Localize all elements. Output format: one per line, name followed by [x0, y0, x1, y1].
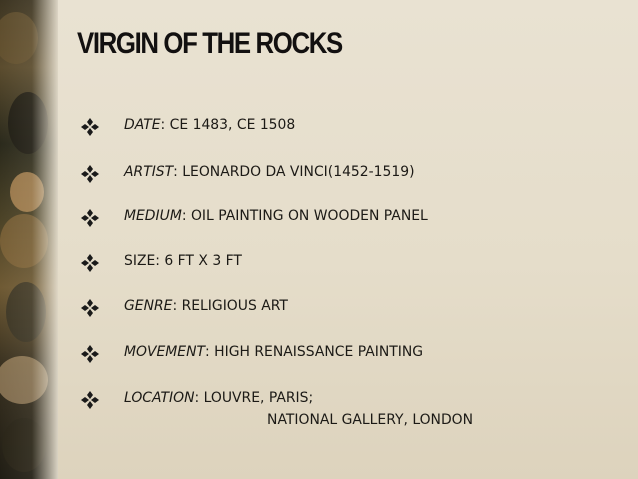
slide-item-size: [124, 253, 242, 269]
item-separator: :: [173, 164, 183, 180]
slide-item-date: [124, 117, 295, 133]
item-separator: :: [194, 390, 204, 406]
four-diamond-bullet-icon: [80, 208, 100, 228]
slide-item-movement: [124, 344, 423, 360]
slide-item-location: [124, 390, 474, 428]
item-key: MEDIUM: [124, 208, 182, 224]
item-value: CE 1483, CE 1508: [169, 117, 296, 133]
item-value: LOUVRE, PARIS;: [203, 390, 314, 406]
item-value: LEONARDO DA VINCI(1452-1519): [182, 164, 415, 180]
item-value: SIZE: 6 FT X 3 FT: [124, 253, 242, 269]
item-key: ARTIST: [124, 164, 174, 180]
item-separator: :: [172, 298, 182, 314]
painting-fragment: [0, 0, 58, 479]
item-key: GENRE: [124, 298, 173, 314]
item-key: LOCATION: [124, 390, 195, 406]
item-key: DATE: [124, 117, 161, 133]
item-key: MOVEMENT: [124, 344, 206, 360]
slide-title: VIRGIN OF THE ROCKS: [77, 27, 342, 60]
item-value: RELIGIOUS ART: [181, 298, 288, 314]
item-continuation: NATIONAL GALLERY, LONDON: [267, 412, 474, 428]
four-diamond-bullet-icon: [80, 344, 100, 364]
four-diamond-bullet-icon: [80, 390, 100, 410]
four-diamond-bullet-icon: [80, 298, 100, 318]
item-value: HIGH RENAISSANCE PAINTING: [214, 344, 424, 360]
four-diamond-bullet-icon: [80, 253, 100, 273]
item-separator: :: [205, 344, 215, 360]
item-separator: :: [181, 208, 191, 224]
slide-item-genre: [124, 298, 288, 314]
slide-item-artist: [124, 164, 415, 180]
item-value: OIL PAINTING ON WOODEN PANEL: [190, 208, 428, 224]
slide-item-medium: [124, 208, 428, 224]
four-diamond-bullet-icon: [80, 117, 100, 137]
four-diamond-bullet-icon: [80, 164, 100, 184]
item-separator: :: [160, 117, 170, 133]
